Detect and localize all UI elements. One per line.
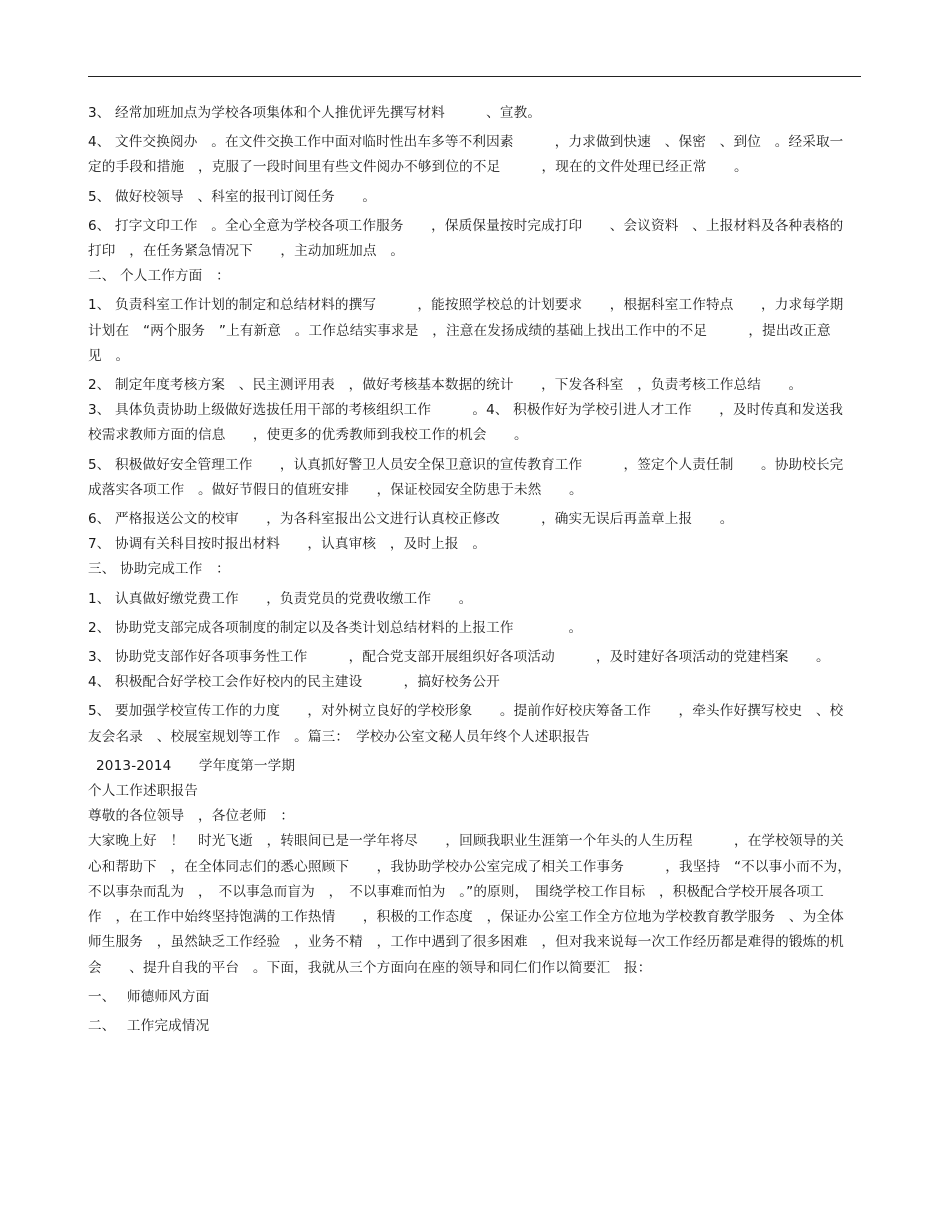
paragraph-personal-2: 2、 制定年度考核方案 、民主测评用表 ，做好考核基本数据的统计 ，下发各科室 ，负责考核工作总结 。 — [88, 377, 803, 394]
paragraph-assist-2: 2、 协助党支部完成各项制度的制定以及各类计划总结材料的上报工作 。 — [88, 619, 583, 636]
paragraph-item-3: 3、 经常加班加点为学校各项集体和个人推优评先撰写材料 、宣教。 — [88, 105, 542, 121]
report-section-2: 二、 工作完成情况 — [88, 1017, 210, 1034]
header-rule — [88, 76, 861, 77]
paragraph-personal-6: 6、 严格报送公文的校审 ，为各科室报出公文进行认真校正修改 ，确实无误后再盖章上报 。 — [88, 511, 734, 528]
report-section-1: 一、 师德师风方面 — [88, 988, 210, 1005]
paragraph-personal-3-4: 3、 具体负责协助上级做好选拔任用干部的考核组织工作 。4、 积极作好为学校引进人才工作 ，及时传真和发送我校需求教师方面的信息 ，使更多的优秀教师到我校工作的机会 。 — [88, 402, 843, 444]
paragraph-assist-3: 3、 协助党支部作好各项事务性工作 ，配合党支部开展组织好各项活动 ，及时建好各项活动的党建档案 。 — [88, 649, 830, 666]
paragraph-assist-5: 5、 要加强学校宣传工作的力度 ，对外树立良好的学校形象 。提前作好校庆筹备工作 ，牵头作好撰写校史 、校友会名录 、校展室规划等工作 。篇三： 学校办公室文秘人员年终个人述职报告 — [88, 703, 844, 745]
paragraph-item-5: 5、 做好校领导 、科室的报刊订阅任务 。 — [88, 188, 377, 205]
section-heading-personal: 二、 个人工作方面 ： — [88, 268, 230, 285]
report-salutation: 尊敬的各位领导 ，各位老师 ： — [88, 808, 295, 825]
paragraph-assist-4: 4、 积极配合好学校工会作好校内的民主建设 ，搞好校务公开 — [88, 674, 500, 691]
report-year-line: 2013-2014 学年度第一学期 — [96, 757, 296, 774]
paragraph-personal-7: 7、 协调有关科目按时报出材料 ，认真审核 ，及时上报 。 — [88, 536, 487, 553]
paragraph-item-6: 6、 打字文印工作 。全心全意为学校各项工作服务 ，保质保量按时完成打印 、会议资料 、上报材料及各种表格的打印 ，在任务紧急情况下 ，主动加班加点 。 — [88, 217, 844, 260]
report-intro-paragraph: 大家晚上好 ！ 时光飞逝 ，转眼间已是一学年将尽 ，回顾我职业生涯第一个年头的人生历程 ，在学校领导的关心和帮助下 ，在全体同志们的悉心照顾下 ，我协助学校办公室完成了相关工作事务 ，我坚持 “不以事小而不为， 不以事杂而乱为 ， 不以事急而盲为 ， 不以事难而怕为 。”的原则， 围绕学校工作目标 ，积极配合学校开展各项工作 ，在工作中始终坚持饱满的工作热情 ，积极的工作态度 ，保证办公室工作全方位地为学校教育教学服务 、为全体师生服务 ，虽然缺乏工作经验 ，业务不精 ，工作中遇到了很多困难 ，但对我来说每一次工作经历都是难得的锻炼的机会 、提升自我的平台 。下面，我就从三个方面向在座的领导和同仁们作以简要汇 报： — [88, 833, 859, 976]
paragraph-personal-1: 1、 负责科室工作计划的制定和总结材料的撰写 ，能按照学校总的计划要求 ，根据科室工作特点 ，力求每学期计划在 “两个服务 ”上有新意 。工作总结实事求是 ，注意在发扬成绩的基础上找出工作中的不足 ，提出改正意见 。 — [88, 297, 844, 364]
document-body — [88, 101, 859, 1039]
paragraph-assist-1: 1、 认真做好缴党费工作 ，负责党员的党费收缴工作 。 — [88, 590, 473, 607]
report-title: 个人工作述职报告 — [88, 783, 198, 800]
paragraph-personal-5: 5、 积极做好安全管理工作 ，认真抓好警卫人员安全保卫意识的宣传教育工作 ，签定个人责任制 。协助校长完成落实各项工作 。做好节假日的值班安排 ，保证校园安全防患于未然 。 — [88, 456, 844, 498]
section-heading-assist: 三、 协助完成工作 ： — [88, 561, 230, 578]
paragraph-item-4: 4、 文件交换阅办 。在文件交换工作中面对临时性出车多等不利因素 ，力求做到快速 、保密 、到位 。经采取一定的手段和措施 ，克服了一段时间里有些文件阅办不够到位的不足 ，现在的文件处理已经正常 。 — [88, 134, 844, 176]
